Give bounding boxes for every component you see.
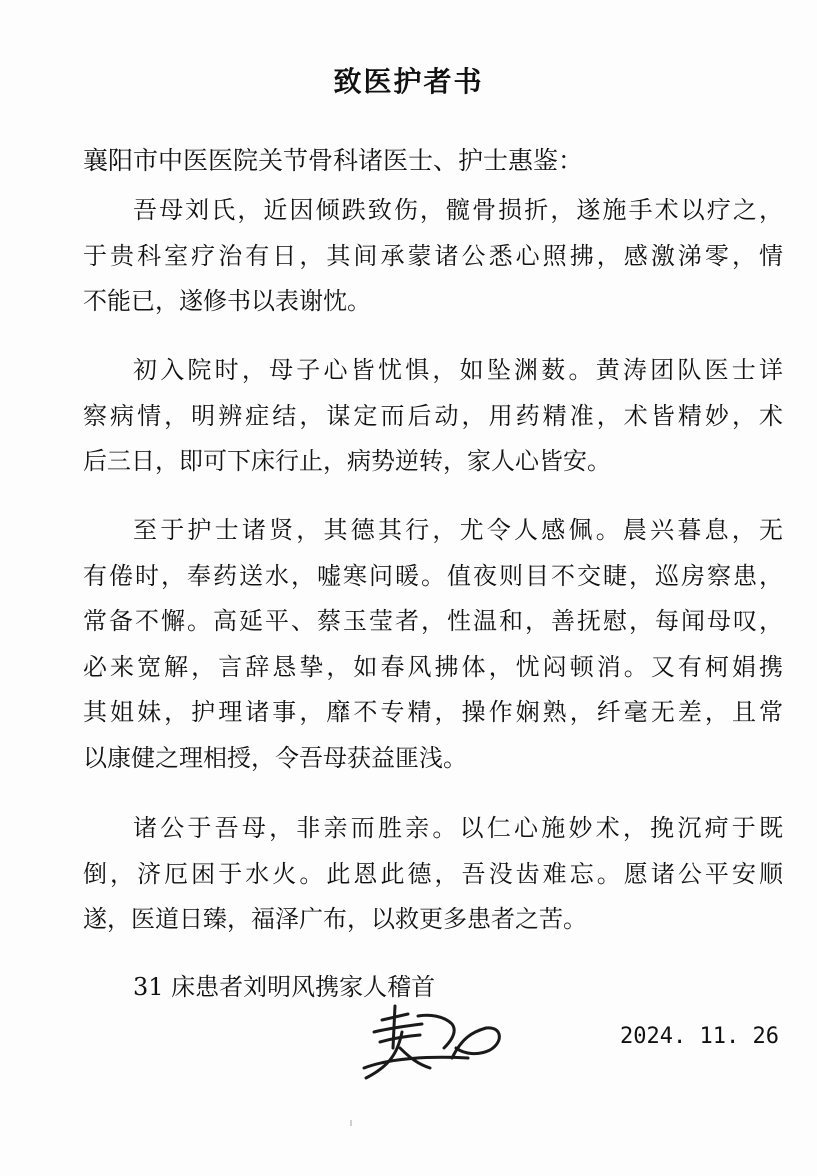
paragraph-line: 察病情，明辨症结，谋定而后动，用药精准，术皆精妙，术: [83, 401, 783, 430]
paragraph-line: 至于护士诸贤，其德其行，尤令人感佩。晨兴暮息，无: [133, 516, 783, 544]
paragraph-4: [83, 806, 783, 943]
paragraph-line: 初入院时，母子心皆忧惧，如坠渊薮。黄涛团队医士详: [133, 356, 783, 384]
closing-line: 31 床患者刘明风携家人稽首: [133, 973, 436, 1001]
handwritten-signature: [360, 1002, 510, 1082]
paragraph-1: [83, 188, 783, 325]
paragraph-line: 必来宽解，言辞恳挚，如春风拂体，忧闷顿消。又有柯娟携: [83, 652, 783, 681]
letter-date: 2024. 11. 26: [620, 1024, 779, 1049]
paragraph-line: 遂，医道日臻，福泽广布，以救更多患者之苦。: [83, 905, 587, 933]
paragraph-line: 于贵科室疗治有日，其间承蒙诸公悉心照拂，感激涕零，情: [83, 241, 783, 270]
salutation: 襄阳市中医医院关节骨科诸医士、护士惠鉴：: [83, 146, 584, 175]
paragraph-3: [83, 508, 783, 781]
letter-title: 致医护者书: [333, 65, 484, 98]
paragraph-line: 以康健之理相授，令吾母获益匪浅。: [83, 743, 467, 772]
paragraph-line: 有倦时，奉药送水，嘘寒问暖。值夜则目不交睫，巡房察患，: [83, 561, 783, 590]
paragraph-line: 后三日，即可下床行止，病势逆转，家人心皆安。: [83, 447, 611, 475]
paragraph-line: 倒，济厄困于水火。此恩此德，吾没齿难忘。愿诸公平安顺: [83, 859, 783, 888]
scan-artifact: [350, 1120, 352, 1126]
paragraph-2: [83, 348, 783, 485]
paragraph-line: 常备不懈。高延平、蔡玉莹者，性温和，善抚慰，每闻母叹，: [83, 607, 783, 635]
paragraph-line: 诸公于吾母，非亲而胜亲。以仁心施妙术，挽沉疴于既: [133, 814, 783, 842]
paragraph-line: 吾母刘氏，近因倾跌致伤，髋骨损折，遂施手术以疗之，: [133, 196, 783, 224]
paragraph-line: 其姐妹，护理诸事，靡不专精，操作娴熟，纤毫无差，且常: [83, 698, 783, 726]
paragraph-line: 不能已，遂修书以表谢忱。: [83, 287, 371, 315]
